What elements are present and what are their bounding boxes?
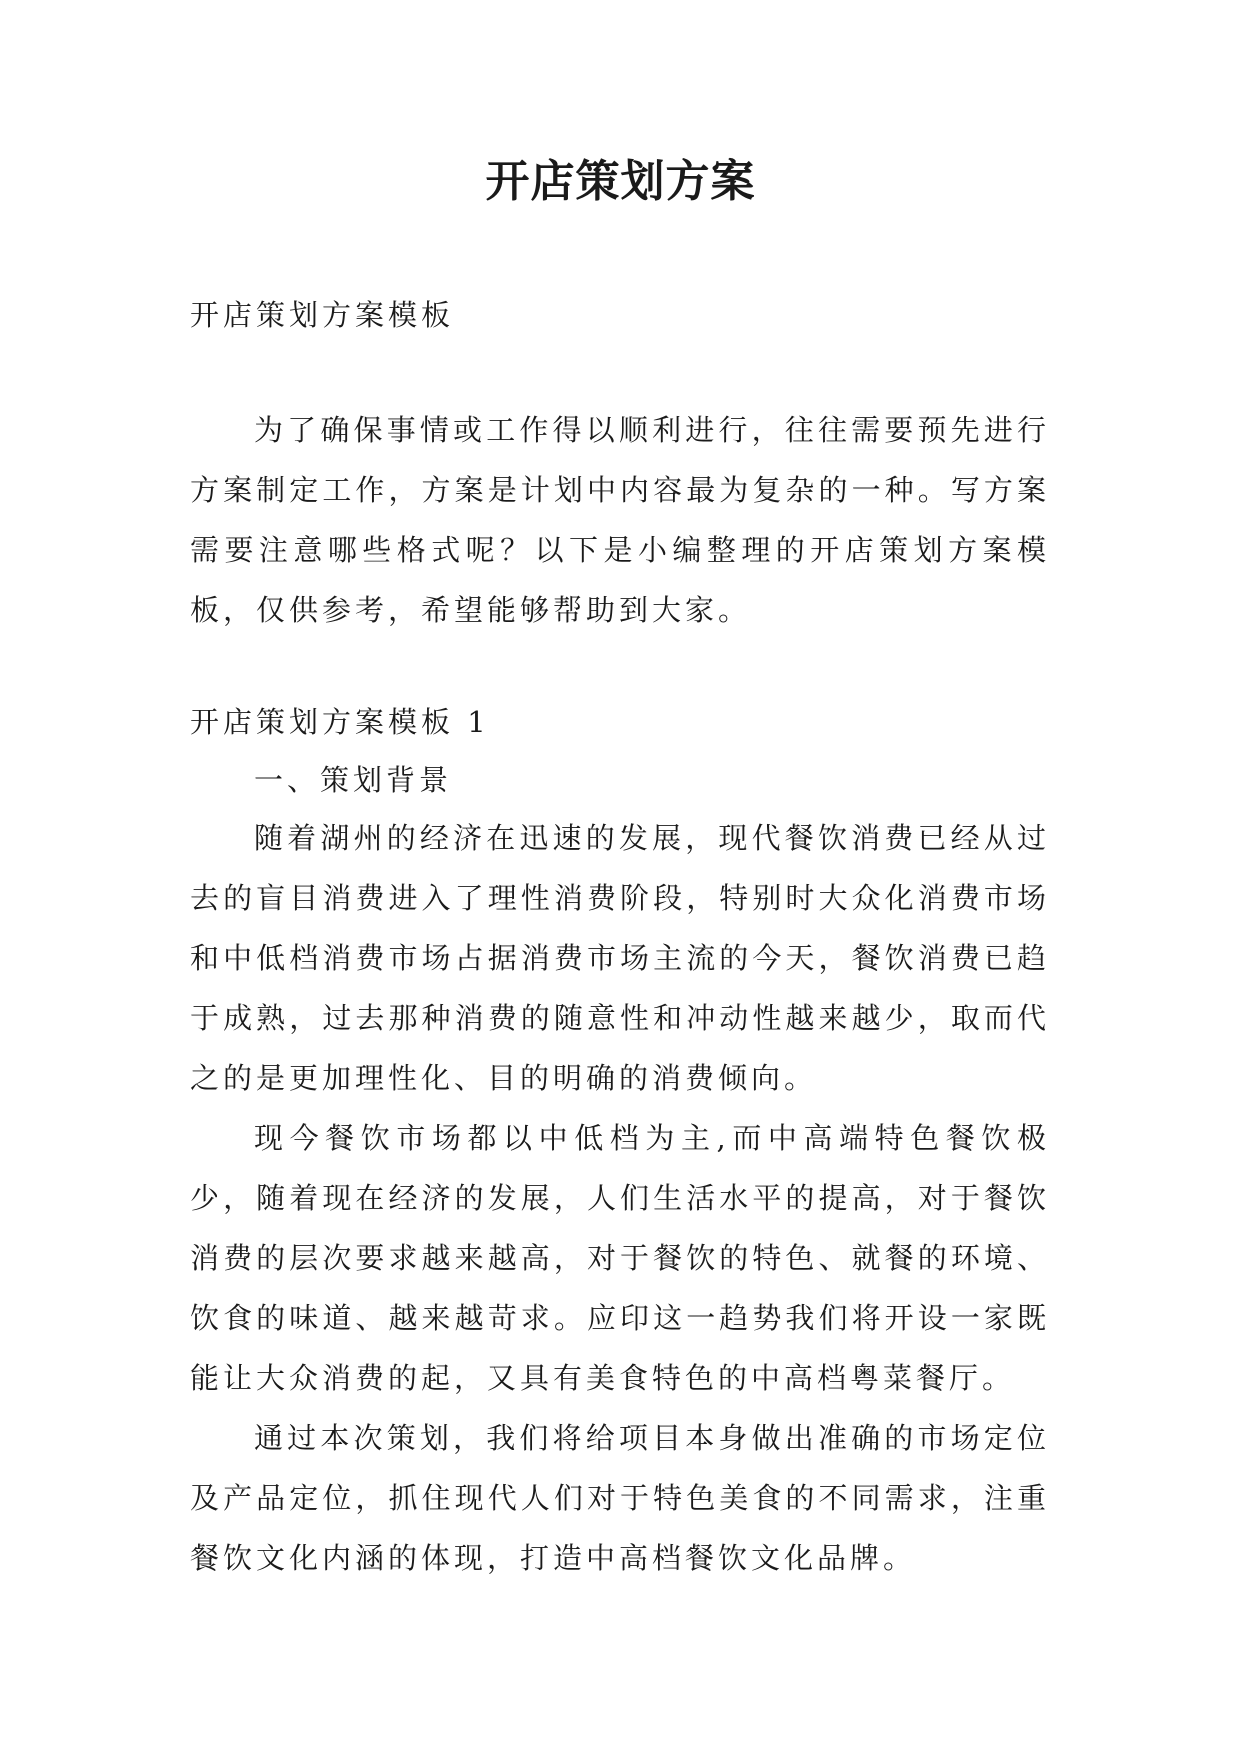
section-item-heading: 一、策划背景 [254,763,453,797]
document-title: 开店策划方案 [485,156,756,207]
body-paragraph: 现今餐饮市场都以中低档为主,而中高端特色餐饮极少，随着现在经济的发展，人们生活水平的提高，对于餐饮消费的层次要求越来越高，对于餐饮的特色、就餐的环境、饮食的味道、越来越苛求。应印这一趋势我们将开设一家既能让大众消费的起，又具有美食特色的中高档粤菜餐厅。 [190,1121,1050,1395]
body-paragraph: 通过本次策划，我们将给项目本身做出准确的市场定位及产品定位，抓住现代人们对于特色美食的不同需求，注重餐饮文化内涵的体现，打造中高档餐饮文化品牌。 [190,1421,1050,1575]
section-heading: 开店策划方案模板 1 [190,705,490,739]
body-paragraph: 随着湖州的经济在迅速的发展，现代餐饮消费已经从过去的盲目消费进入了理性消费阶段，特别时大众化消费市场和中低档消费市场占据消费市场主流的今天，餐饮消费已趋于成熟，过去那种消费的随意性和冲动性越来越少，取而代之的是更加理性化、目的明确的消费倾向。 [190,821,1050,1095]
intro-paragraph: 为了确保事情或工作得以顺利进行，往往需要预先进行方案制定工作，方案是计划中内容最为复杂的一种。写方案需要注意哪些格式呢？以下是小编整理的开店策划方案模板，仅供参考，希望能够帮助到大家。 [190,413,1050,627]
document-subtitle: 开店策划方案模板 [190,298,455,332]
